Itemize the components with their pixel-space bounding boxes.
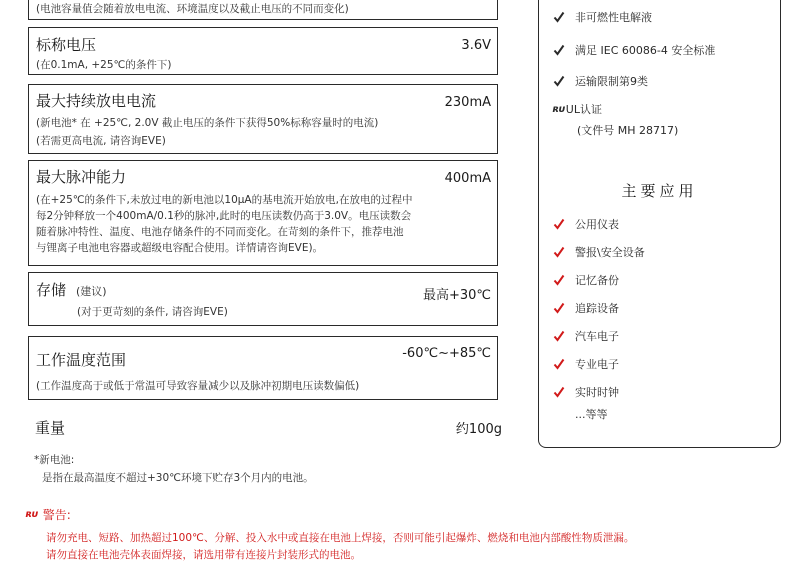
max-continuous-value: 230mA (444, 95, 491, 110)
operating-temp-title: 工作温度范围 (36, 351, 127, 369)
check-icon (553, 302, 565, 314)
warning-title (26, 506, 71, 523)
max-pulse-note-line: 随着脉冲特性、温度、电池存储条件的不同而变化。在苛刻的条件下，推荐电池 (36, 226, 404, 238)
applications-more (575, 406, 608, 422)
check-icon (553, 44, 565, 56)
max-pulse-note-line: 每2分钟释放一个400mA/0.1秒的脉冲,此时的电压读数仍高于3.0V。电压读数会 (36, 210, 412, 222)
feature-label: 满足 IEC 60086-4 安全标准 (575, 44, 716, 57)
max-continuous-note-2: (若需更高电流, 请咨询EVE) (36, 135, 166, 147)
rated-voltage-box (28, 27, 498, 75)
check-icon (553, 274, 565, 286)
application-label: 警报\安全设备 (575, 246, 645, 259)
ul-file-number: (文件号 MH 28717) (577, 124, 679, 137)
storage-value: 最高+30℃ (422, 288, 491, 303)
max-continuous-box (28, 84, 498, 154)
application-item (553, 328, 619, 344)
storage-subtitle: (建议) (76, 285, 107, 298)
rated-voltage-note: (在0.1mA, +25℃的条件下) (36, 59, 172, 71)
ul-warning-icon: ʀᴜ (26, 509, 37, 520)
ul-file-row (577, 122, 678, 138)
max-pulse-note-line: 与锂离子电池电容器或超级电容配合使用。详情请咨询EVE)。 (36, 242, 324, 254)
check-icon (553, 246, 565, 258)
max-pulse-title: 最大脉冲能力 (36, 168, 127, 186)
ul-cert-row (553, 101, 602, 117)
application-item (553, 272, 619, 288)
ul-cert-label: UL认证 (565, 103, 602, 116)
weight-row (28, 410, 504, 444)
feature-item (553, 42, 715, 58)
feature-label: 运输限制第9类 (575, 75, 648, 88)
weight-value: 约100g (455, 422, 502, 437)
storage-title (36, 279, 107, 300)
check-icon (553, 330, 565, 342)
operating-temp-box (28, 336, 498, 400)
feature-label: 非可燃性电解液 (575, 11, 652, 24)
application-label: 汽车电子 (575, 330, 619, 343)
warning-title-text: 警告: (42, 508, 71, 522)
features-panel (538, 0, 781, 448)
application-item (553, 356, 619, 372)
operating-temp-value: -60℃~+85℃ (402, 346, 491, 361)
footnote-label: *新电池: (34, 454, 75, 466)
storage-box (28, 272, 498, 326)
operating-temp-note: (工作温度高于或低于常温可导致容量减少以及脉冲初期电压读数偏低) (36, 380, 360, 392)
feature-item (553, 73, 648, 89)
check-icon (553, 358, 565, 370)
check-icon (553, 218, 565, 230)
ul-logo-icon: ʀᴜ (553, 103, 564, 115)
weight-title: 重量 (35, 419, 66, 437)
warning-line-2: 请勿直接在电池壳体表面焊接，请选用带有连接片封装形式的电池。 (46, 549, 361, 561)
check-icon (553, 386, 565, 398)
capacity-note: (电池容量值会随着放电电流、环境温度以及截止电压的不同而变化) (36, 3, 349, 15)
storage-note: (对于更苛刻的条件, 请咨询EVE) (77, 306, 228, 318)
application-item (553, 300, 619, 316)
rated-voltage-title: 标称电压 (36, 36, 97, 54)
check-icon (553, 75, 565, 87)
footnote-text: 是指在最高温度不超过+30℃环境下贮存3个月内的电池。 (42, 472, 314, 484)
application-label: 记忆备份 (575, 274, 619, 287)
application-label: 专业电子 (575, 358, 619, 371)
capacity-note-box (28, 0, 498, 20)
feature-item (553, 9, 652, 25)
rated-voltage-value: 3.6V (461, 38, 491, 53)
application-label: 追踪设备 (575, 302, 619, 315)
max-pulse-value: 400mA (444, 171, 491, 186)
max-pulse-box (28, 160, 498, 266)
storage-title-text: 存储 (36, 281, 67, 299)
max-continuous-note-1: (新电池* 在 +25℃, 2.0V 截止电压的条件下获得50%标称容量时的电流) (36, 117, 379, 129)
check-icon (553, 11, 565, 23)
max-pulse-note-line: (在+25℃的条件下,未放过电的新电池以10μA的基电流开始放电,在放电的过程中 (36, 194, 413, 206)
applications-title: 主要应用 (621, 182, 698, 200)
applications-more-label: ...等等 (575, 408, 608, 421)
application-label: 实时时钟 (575, 386, 619, 399)
application-item (553, 244, 645, 260)
max-continuous-title: 最大持续放电电流 (36, 92, 157, 110)
application-item (553, 216, 619, 232)
warning-line-1: 请勿充电、短路、加热超过100℃、分解、投入水中或直接在电池上焊接，否则可能引起爆炸、燃烧和电池内部酸性物质泄漏。 (46, 532, 635, 544)
application-item (553, 384, 619, 400)
application-label: 公用仪表 (575, 218, 619, 231)
